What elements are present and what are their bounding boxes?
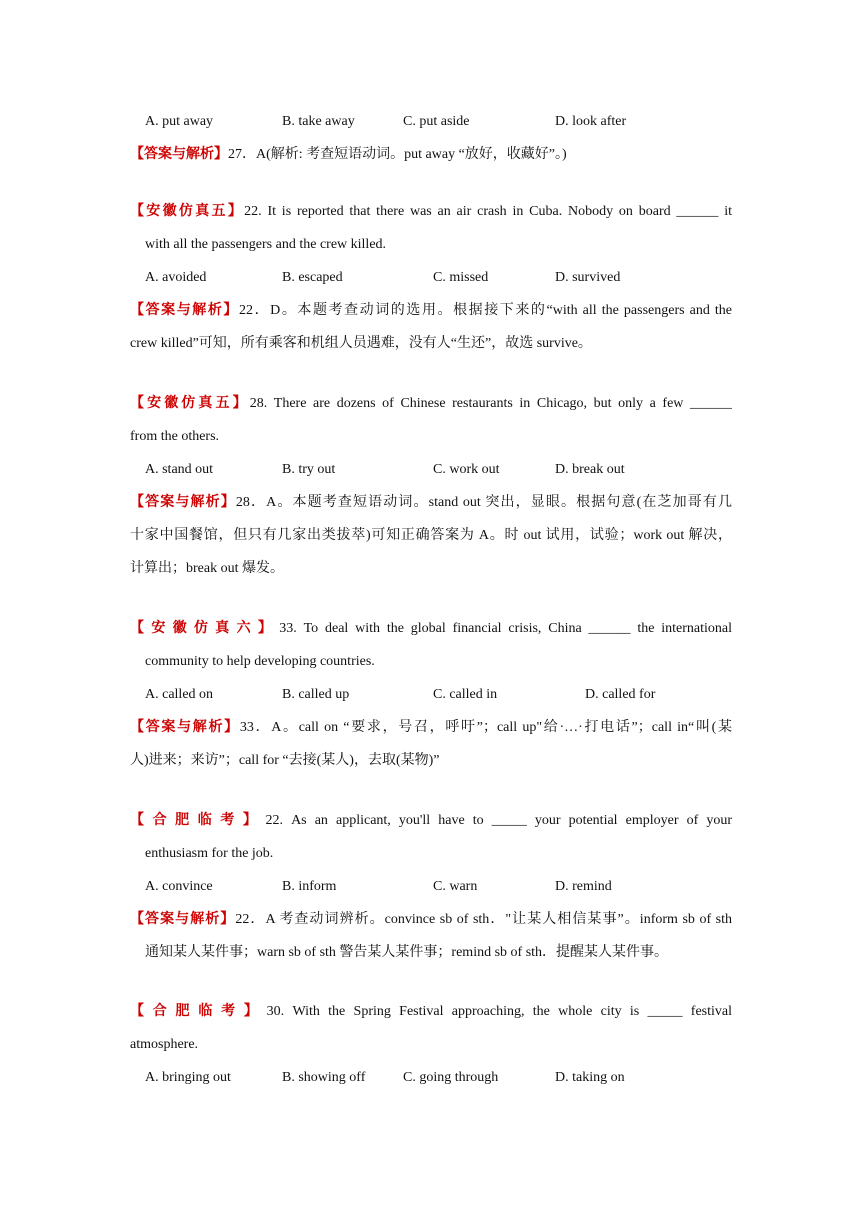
option-d: D. survived xyxy=(555,270,621,285)
question-text: 22. It is reported that there was an air crash in Cuba. Nobody on board ______ it xyxy=(244,204,732,219)
option-d: D. taking on xyxy=(555,1070,625,1085)
option-b: B. showing off xyxy=(282,1070,366,1085)
source-tag: 【合肥临考】 xyxy=(130,1004,267,1019)
answer-tag: 【答案与解析】 xyxy=(130,303,239,318)
option-c: C. missed xyxy=(433,270,489,285)
question-33 xyxy=(130,612,732,777)
option-a: A. called on xyxy=(145,687,214,702)
source-tag: 【安徽仿真五】 xyxy=(130,396,250,411)
answer-text: 28．A。本题考查短语动词。stand out 突出，显眼。根据句意(在芝加哥有几 xyxy=(235,495,732,510)
question-text-continued: from the others. xyxy=(130,429,220,444)
answer-text-continued: 人)进来；来访”；call for “去接(某人)，去取(某物)” xyxy=(130,753,440,768)
source-tag: 【安徽仿真五】 xyxy=(130,204,245,219)
option-a: A. bringing out xyxy=(145,1070,231,1085)
source-tag: 【合肥临考】 xyxy=(130,813,266,828)
question-27-options xyxy=(130,105,732,138)
question-text-continued: atmosphere. xyxy=(130,1037,199,1052)
option-c: C. going through xyxy=(403,1070,499,1085)
question-27 xyxy=(130,105,732,171)
answer-text-continued: crew killed”可知，所有乘客和机组人员遇难，没有人“生还”，故选 survive。 xyxy=(130,336,592,351)
answer-text: 22．D。本题考查动词的选用。根据接下来的“with all the passengers and the xyxy=(239,303,732,318)
answer-text: 22．A 考查动词辨析。convince sb of sth．"让某人相信某事”。inform sb of sth xyxy=(235,912,732,927)
answer-33 xyxy=(130,711,732,744)
question-28-stem xyxy=(130,387,732,420)
question-30-options xyxy=(130,1061,732,1094)
answer-27 xyxy=(130,138,732,171)
question-text-continued: community to help developing countries. xyxy=(145,654,375,669)
question-22-anhui xyxy=(130,195,732,360)
option-d: D. break out xyxy=(555,462,625,477)
question-text: 28. There are dozens of Chinese restaurants in Chicago, but only a few ______ xyxy=(249,396,732,411)
option-b: B. inform xyxy=(282,879,337,894)
answer-text-continued-2: 计算出；break out 爆发。 xyxy=(130,561,284,576)
option-a: A. put away xyxy=(145,114,214,129)
question-text: 30. With the Spring Festival approaching, the whole city is _____ festival xyxy=(266,1004,732,1019)
option-a: A. convince xyxy=(145,879,213,894)
option-b: B. try out xyxy=(282,462,336,477)
answer-text-continued: 十家中国餐馆，但只有几家出类拔萃)可知正确答案为 A。时 out 试用，试验；work out 解决， xyxy=(130,528,732,543)
question-22-hefei xyxy=(130,804,732,969)
source-tag: 【安徽仿真六】 xyxy=(130,621,280,636)
option-b: B. called up xyxy=(282,687,350,702)
option-d: D. remind xyxy=(555,879,612,894)
answer-tag: 【答案与解析】 xyxy=(130,720,240,735)
option-c: C. put aside xyxy=(403,114,470,129)
answer-tag: 【答案与解析】 xyxy=(130,495,236,510)
question-22-anhui-options xyxy=(130,261,732,294)
answer-text-continued: 通知某人某件事；warn sb of sth 警告某人某件事；remind sb of sth．提醒某人某件事。 xyxy=(145,945,669,960)
question-text-continued: enthusiasm for the job. xyxy=(145,846,274,861)
option-c: C. warn xyxy=(433,879,478,894)
answer-text: 27．A(解析: 考查短语动词。put away “放好，收藏好”。) xyxy=(228,147,567,162)
answer-22-hefei xyxy=(130,903,732,936)
question-33-options xyxy=(130,678,732,711)
option-a: A. avoided xyxy=(145,270,207,285)
option-b: B. take away xyxy=(282,114,355,129)
question-22-anhui-stem xyxy=(130,195,732,228)
answer-text: 33．A。call on “要求，号召，呼吁”；call up"给·…·打电话”；call in“叫(某 xyxy=(239,720,732,735)
option-d: D. called for xyxy=(585,687,656,702)
answer-tag: 【答案与解析】 xyxy=(130,912,236,927)
option-c: C. work out xyxy=(433,462,500,477)
question-30-stem xyxy=(130,995,732,1028)
option-d: D. look after xyxy=(555,114,627,129)
answer-22-anhui xyxy=(130,294,732,327)
question-28 xyxy=(130,387,732,585)
answer-28 xyxy=(130,486,732,519)
option-c: C. called in xyxy=(433,687,498,702)
answer-tag: 【答案与解析】 xyxy=(130,147,228,162)
option-a: A. stand out xyxy=(145,462,214,477)
question-22-hefei-options xyxy=(130,870,732,903)
question-22-hefei-stem xyxy=(130,804,732,837)
question-33-stem xyxy=(130,612,732,645)
question-30 xyxy=(130,995,732,1094)
question-28-options xyxy=(130,453,732,486)
option-b: B. escaped xyxy=(282,270,343,285)
question-text: 33. To deal with the global financial crisis, China ______ the international xyxy=(279,621,732,636)
question-text-continued: with all the passengers and the crew killed. xyxy=(145,237,387,252)
question-text: 22. As an applicant, you'll have to _____ your potential employer of your xyxy=(265,813,732,828)
